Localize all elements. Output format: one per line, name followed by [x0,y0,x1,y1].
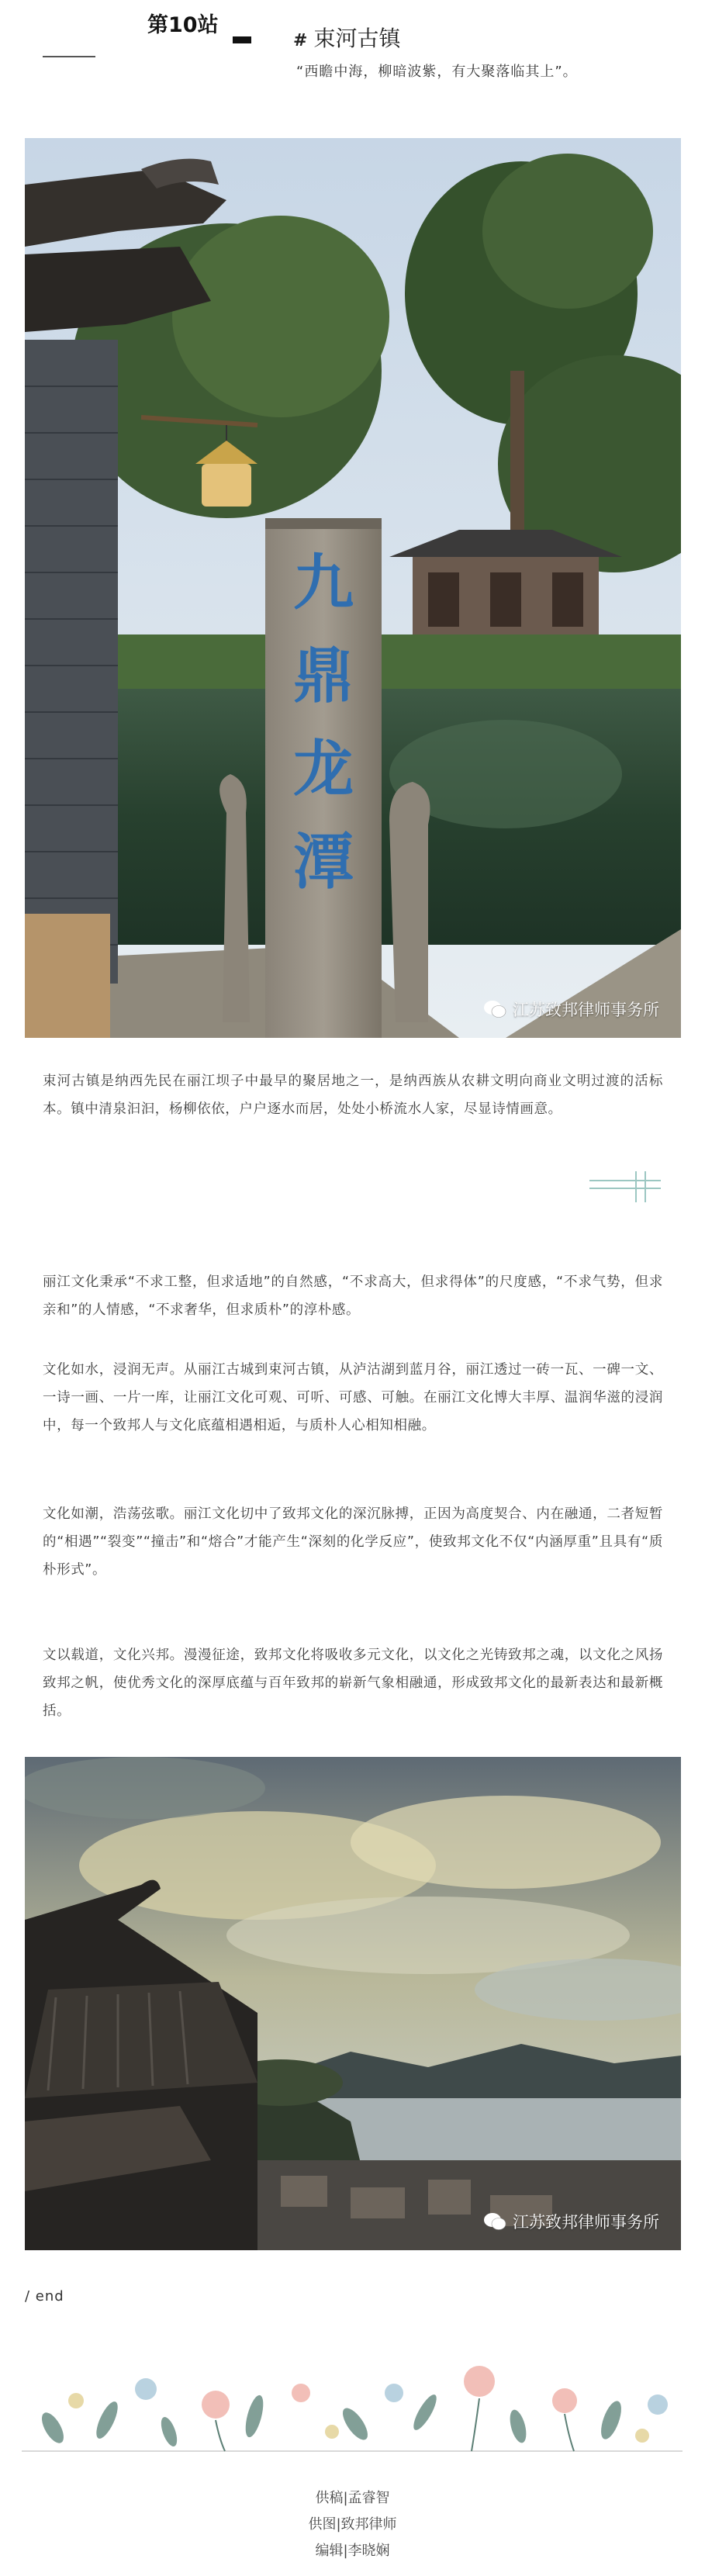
credit-photos: 供图|致邦律师 [308,2516,397,2533]
town-quote: “西瞻中海，柳暗波紫，有大聚落临其上”。 [296,64,578,80]
town-title [293,22,400,53]
wechat-icon [483,2212,506,2231]
stele-pond-photo [25,138,681,1038]
stele-pond-illustration [25,138,681,1038]
stele-char: 鼎 [292,641,354,711]
photo-watermark [483,2210,659,2233]
station-label: 第10站 [147,13,219,37]
stele-char: 九 [292,548,354,618]
rooftop-lake-illustration [25,1757,681,2250]
stele-char: 潭 [292,827,354,897]
end-mark: / end [25,2288,64,2305]
header-divider-line [43,56,95,57]
culture-paragraph: 丽江文化秉承“不求工整，但求适地”的自然感，“不求高大，但求得体”的尺度感，“不求气势，但求亲和”的人情感，“不求奢华，但求质朴”的淳朴感。 [43,1274,663,1318]
photo-watermark [483,998,659,1021]
watermark-text: 江苏致邦律师事务所 [513,2213,659,2232]
rooftop-lake-photo [25,1757,681,2250]
stele-char: 龙 [292,734,354,804]
watermark-text: 江苏致邦律师事务所 [513,1001,659,1019]
floral-border-illustration [22,2358,683,2459]
credit-editor: 编辑|李晓娴 [315,2543,390,2559]
decorative-lines-icon [589,1170,661,1204]
culture-paragraph: 文以载道，文化兴邦。漫漫征途，致邦文化将吸收多元文化，以文化之光铸致邦之魂，以文化之风扬致邦之帆，使优秀文化的深厚底蕴与百年致邦的崭新气象相融通，形成致邦文化的最新表达和最新概括。 [43,1648,663,1719]
wechat-icon [483,1000,506,1018]
hash-symbol: # [293,31,308,50]
header-dash-mark [233,36,251,43]
town-name: 束河古镇 [313,26,401,51]
culture-paragraph: 文化如潮，浩荡弦歌。丽江文化切中了致邦文化的深沉脉搏，正因为高度契合、内在融通，二者短暂的“相遇”“裂变”“撞击”和“熔合”才能产生“深刻的化学反应”，使致邦文化不仅“内涵厚重”且具有“质朴形式”。 [43,1506,663,1578]
intro-paragraph: 束河古镇是纳西先民在丽江坝子中最早的聚居地之一，是纳西族从农耕文明向商业文明过渡的活标本。镇中清泉汩汩，杨柳依依，户户逐水而居，处处小桥流水人家，尽显诗情画意。 [43,1074,663,1117]
credit-writer: 供稿|孟睿智 [315,2490,390,2506]
culture-paragraph: 文化如水，浸润无声。从丽江古城到束河古镇，从泸沽湖到蓝月谷，丽江透过一砖一瓦、一碑一文、一诗一画、一片一库，让丽江文化可观、可听、可感、可触。在丽江文化博大丰厚、温润华滋的浸润中，每一个致邦人与文化底蕴相遇相逅，与质朴人心相知相融。 [43,1362,663,1433]
